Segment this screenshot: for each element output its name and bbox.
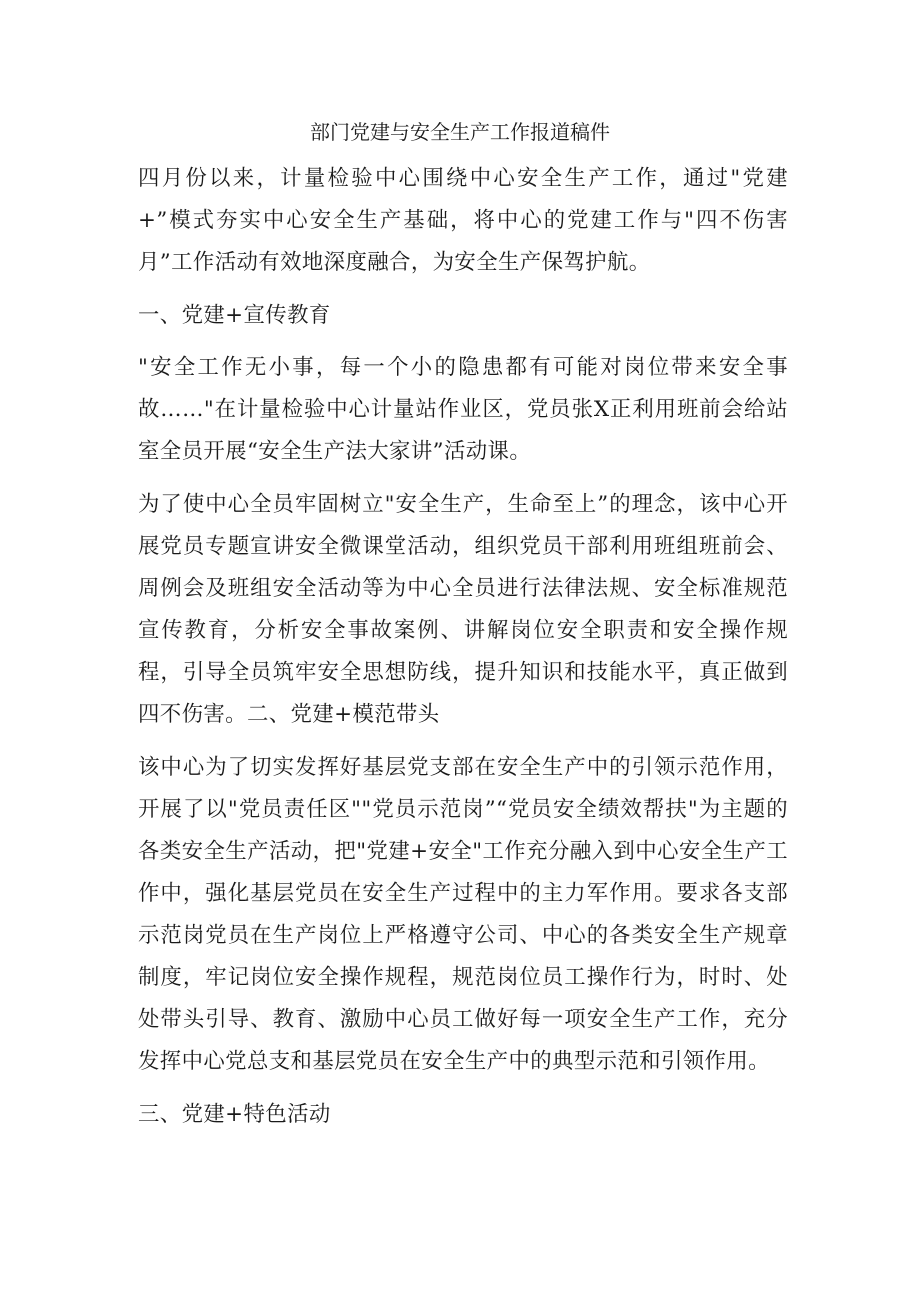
section-1-paragraph-1: "安全工作无小事，每一个小的隐患都有可能对岗位带来安全事故……"在计量检验中心计量站作业区，党员张X正利用班前会给站室全员开展“安全生产法大家讲”活动课。 — [138, 355, 788, 464]
document-title: 部门党建与安全生产工作报道稿件 — [310, 120, 610, 144]
document-body — [138, 158, 788, 1146]
section-3-heading: 三、党建+特色活动 — [138, 1102, 331, 1127]
section-1-paragraph-2: 为了使中心全员牢固树立"安全生产，生命至上”的理念，该中心开展党员专题宣讲安全微课堂活动，组织党员干部利用班组班前会、周例会及班组安全活动等为中心全员进行法律法规、安全标准规范宣传教育，分析安全事故案例、讲解岗位安全职责和安全操作规程，引导全员筑牢安全思想防线，提升知识和技能水平，真正做到四不伤害。二、党建+模范带头 — [138, 492, 788, 727]
section-2-paragraph-1: 该中心为了切实发挥好基层党支部在安全生产中的引领示范作用，开展了以"党员责任区""党员示范岗”“党员安全绩效帮扶"为主题的各类安全生产活动，把"党建+安全"工作充分融入到中心安全生产工作中，强化基层党员在安全生产过程中的主力军作用。要求各支部示范岗党员在生产岗位上严格遵守公司、中心的各类安全生产规章制度，牢记岗位安全操作规程，规范岗位员工操作行为，时时、处处带头引导、教育、激励中心员工做好每一项安全生产工作，充分发挥中心党总支和基层党员在安全生产中的典型示范和引领作用。 — [138, 755, 788, 1074]
section-1-heading: 一、党建+宣传教育 — [138, 303, 331, 328]
intro-paragraph: 四月份以来，计量检验中心围绕中心安全生产工作，通过"党建+”模式夯实中心安全生产基础，将中心的党建工作与"四不伤害月”工作活动有效地深度融合，为安全生产保驾护航。 — [138, 166, 788, 275]
